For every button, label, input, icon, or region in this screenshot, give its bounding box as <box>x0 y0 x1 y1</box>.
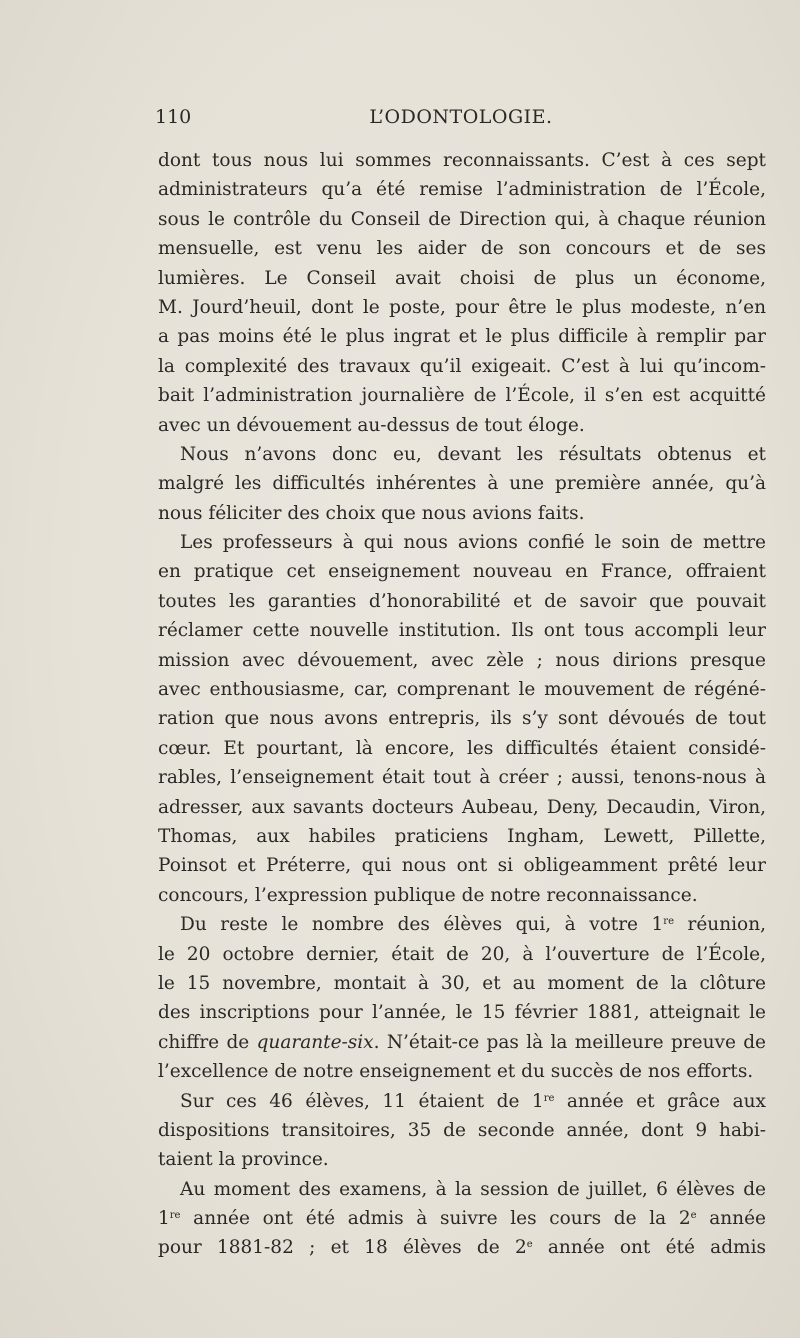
text-line: pour 1881-82 ; et 18 élèves de 2e année ont été admis <box>158 1237 766 1259</box>
running-header <box>155 104 767 130</box>
text-line: Les professeurs à qui nous avions confié le soin de mettre <box>180 532 766 554</box>
text-line: Poinsot et Préterre, qui nous ont si obligeamment prêté leur <box>158 855 766 877</box>
text-line: mensuelle, est venu les aider de son concours et de ses <box>158 238 766 260</box>
text-line: sous le contrôle du Conseil de Direction qui, à chaque réunion <box>158 208 766 230</box>
text-line: réclamer cette nouvelle institution. Ils ont tous accompli leur <box>158 620 766 642</box>
text-line: le 20 octobre dernier, était de 20, à l’ouverture de l’École, <box>158 943 766 965</box>
text-line: concours, l’expression publique de notre reconnaissance. <box>158 884 698 906</box>
text-line: rables, l’enseignement était tout à créer ; aussi, tenons-nous à <box>158 767 766 789</box>
running-title: L’ODONTOLOGIE. <box>369 106 553 128</box>
text-line: en pratique cet enseignement nouveau en France, offraient <box>158 561 766 583</box>
text-line: bait l’administration journalière de l’École, il s’en est acquitté <box>158 385 766 407</box>
text-line: ration que nous avons entrepris, ils s’y sont dévoués de tout <box>158 708 766 730</box>
text-line: Au moment des examens, à la session de juillet, 6 élèves de <box>180 1178 766 1200</box>
text-line: Du reste le nombre des élèves qui, à votre 1re réunion, <box>180 914 766 936</box>
text-line: cœur. Et pourtant, là encore, les difficultés étaient considé- <box>158 737 766 759</box>
text-line: avec enthousiasme, car, comprenant le mouvement de régéné- <box>158 679 766 701</box>
text-line: dont tous nous lui sommes reconnaissants. C’est à ces sept <box>158 150 766 171</box>
text-line: nous féliciter des choix que nous avions faits. <box>158 502 585 524</box>
text-line: le 15 novembre, montait à 30, et au moment de la clôture <box>158 972 766 994</box>
text-line: mission avec dévouement, avec zèle ; nous dirions presque <box>158 649 766 671</box>
text-line: malgré les difficultés inhérentes à une première année, qu’à <box>158 473 766 495</box>
text-line: dispositions transitoires, 35 de seconde année, dont 9 habi- <box>158 1119 766 1141</box>
text-line: avec un dévouement au-dessus de tout éloge. <box>158 414 585 436</box>
text-line: l’excellence de notre enseignement et du succès de nos efforts. <box>158 1061 754 1083</box>
text-line: chiffre de quarante-six. N’était-ce pas là la meilleure preuve de <box>158 1031 766 1053</box>
text-line: lumières. Le Conseil avait choisi de plus un économe, <box>158 267 766 289</box>
page-number: 110 <box>155 106 192 128</box>
body-text <box>158 146 766 1263</box>
text-line: adresser, aux savants docteurs Aubeau, Deny, Decaudin, Viron, <box>158 796 766 818</box>
text-line: administrateurs qu’a été remise l’administration de l’École, <box>158 179 766 201</box>
text-line: Nous n’avons donc eu, devant les résultats obtenus et <box>180 443 766 465</box>
text-line: M. Jourd’heuil, dont le poste, pour être le plus modeste, n’en <box>158 296 766 318</box>
text-line: a pas moins été le plus ingrat et le plus difficile à remplir par <box>158 326 766 348</box>
text-line: la complexité des travaux qu’il exigeait. C’est à lui qu’incom- <box>158 355 766 377</box>
text-line: 1re année ont été admis à suivre les cours de la 2e année <box>158 1208 766 1230</box>
text-line: Thomas, aux habiles praticiens Ingham, Lewett, Pillette, <box>158 825 766 847</box>
text-line: des inscriptions pour l’année, le 15 février 1881, atteignait le <box>158 1002 766 1024</box>
text-line: taient la province. <box>158 1149 329 1171</box>
text-line: toutes les garanties d’honorabilité et de savoir que pouvait <box>158 590 766 612</box>
text-line: Sur ces 46 élèves, 11 étaient de 1re année et grâce aux <box>180 1090 766 1112</box>
